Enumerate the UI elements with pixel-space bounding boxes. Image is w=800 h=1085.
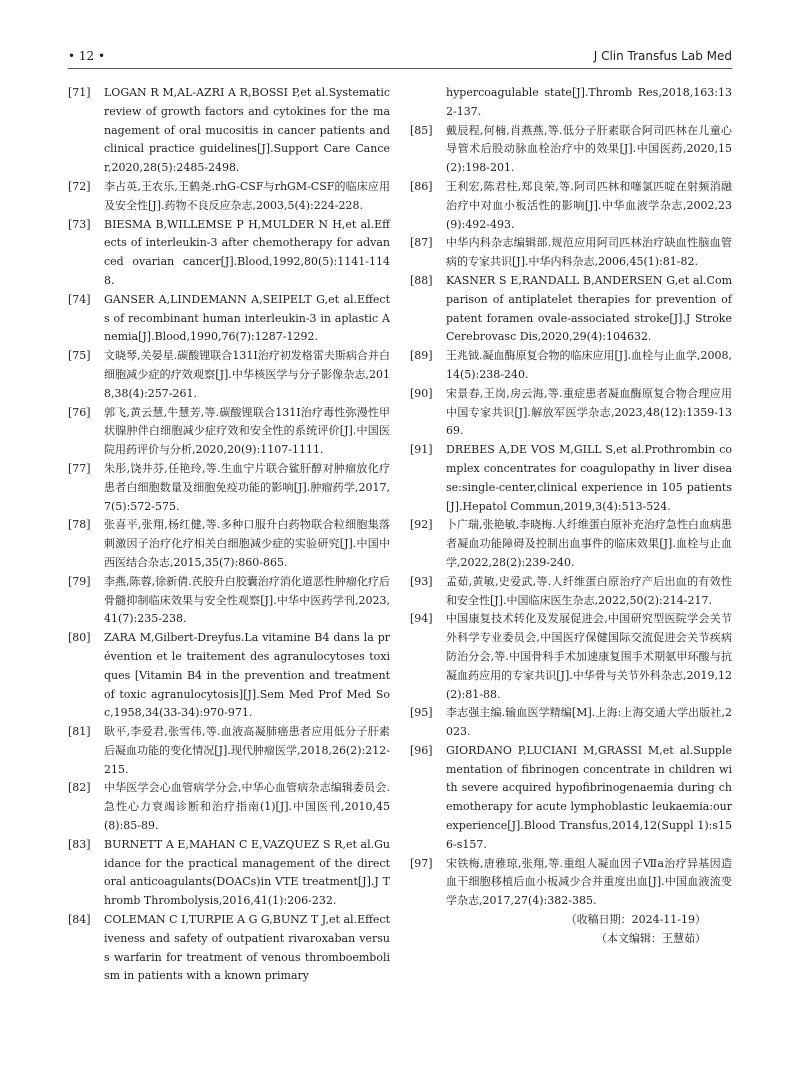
reference-number: [76] — [68, 405, 91, 419]
reference-text: 中华内科杂志编辑部.规范应用阿司匹林治疗缺血性脑血管病的专家共识[J].中华内科杂志,2006,45(1):81-82. — [446, 236, 732, 269]
reference-97 — [410, 855, 732, 911]
reference-number: [79] — [68, 574, 91, 588]
reference-text: 中华医学会心血管病学分会,中华心血管病杂志编辑委员会.急性心力衰竭诊断和治疗指南(1)[J].中国医刊,2010,45(8):85-89. — [104, 781, 390, 833]
reference-number: [90] — [410, 386, 433, 400]
reference-94 — [410, 610, 732, 704]
reference-83 — [68, 836, 390, 911]
reference-text: 宋景春,王岗,房云海,等.重症患者凝血酶原复合物合理应用中国专家共识[J].解放军医学杂志,2023,48(12):1359-1369. — [446, 386, 732, 438]
reference-text: 文晓琴,关晏星.碳酸锂联合131I治疗初发格雷夫斯病合并白细胞减少症的疗效观察[J].中华核医学与分子影像杂志,2018,38(4):257-261. — [104, 349, 390, 400]
reference-text: 朱彤,饶井芬,任艳玲,等.生血宁片联合鲨肝醇对肿瘤放化疗患者白细胞数量及细胞免疫功能的影响[J].肿瘤药学,2017,7(5):572-575. — [104, 461, 390, 513]
reference-text: 李志强主编.输血医学精编[M].上海:上海交通大学出版社,2023. — [446, 706, 732, 739]
reference-number: [85] — [410, 123, 433, 137]
reference-75 — [68, 347, 390, 403]
reference-text: BIESMA B,WILLEMSE P H,MULDER N H,et al.Effects of interleukin-3 after chemotherapy for advanced ovarian cancer[J].Blood,1992,80(5):1141-1148. — [104, 217, 390, 287]
editor-note: （本文编辑：王慧茹） — [596, 931, 706, 945]
reference-column-left — [68, 84, 390, 986]
reference-90 — [410, 385, 732, 441]
reference-text: 李占英,王农乐,王鹤尧.rhG-CSF与rhGM-CSF的临床应用及安全性[J].药物不良反应杂志,2003,5(4):224-228. — [104, 179, 390, 212]
reference-text: 卜广瑞,张艳敏,李晓梅.人纤维蛋白原补充治疗急性白血病患者凝血功能障碍及控制出血事件的临床效果[J].血栓与止血学,2022,28(2):239-240. — [446, 518, 732, 569]
reference-number: [73] — [68, 217, 91, 231]
reference-text: 郭飞,黄云慧,牛慧芳,等.碳酸锂联合131I治疗毒性弥漫性甲状腺肿伴白细胞减少症疗效和安全性的系统评价[J].中国医院用药评价与分析,2020,20(9):1107-1111. — [104, 405, 390, 457]
reference-number: [97] — [410, 856, 433, 870]
reference-number: [94] — [410, 612, 433, 626]
reference-text: BURNETT A E,MAHAN C E,VAZQUEZ S R,et al.Guidance for the practical management of the direct oral anticoagulants(DOACs)in VTE treatment[J].J Thromb Thrombolysis,2016,41(1):206-232. — [104, 837, 390, 908]
reference-82 — [68, 779, 390, 835]
reference-text: 张喜平,张翔,杨红健,等.多种口服升白药物联合粒细胞集落刺激因子治疗化疗相关白细胞减少症的实验研究[J].中国中西医结合杂志,2015,35(7):860-865. — [104, 518, 390, 569]
reference-73 — [68, 216, 390, 291]
reference-text: COLEMAN C I,TURPIE A G G,BUNZ T J,et al.Effectiveness and safety of outpatient rivaroxaban versus warfarin for treatment of venous thromboembolism in patients with a known primary — [104, 913, 390, 983]
reference-text: GIORDANO P,LUCIANI M,GRASSI M,et al.Supplementation of fibrinogen concentrate in children with severe acquired hypofibrinogenaemia during chemotherapy for acute lymphoblastic leukaemia:our experience[J].Blood Transfus,2014,12(Suppl 1):s156-s157. — [446, 743, 732, 851]
reference-number: [87] — [410, 236, 433, 250]
reference-text: 王利宏,陈君柱,郑良荣,等.阿司匹林和噻氯匹啶在射频消融治疗中对血小板活性的影响[J].中华血液学杂志,2002,23(9):492-493. — [446, 179, 732, 231]
reference-71 — [68, 84, 390, 178]
reference-number: [84] — [68, 913, 91, 927]
reference-95 — [410, 704, 732, 742]
reference-79 — [68, 573, 390, 629]
reference-86 — [410, 178, 732, 234]
reference-number: [71] — [68, 86, 91, 99]
reference-text: GANSER A,LINDEMANN A,SEIPELT G,et al.Effects of recombinant human interleukin-3 in aplastic Anemia[J].Blood,1990,76(7):1287-1292. — [104, 292, 390, 344]
reference-text: LOGAN R M,AL-AZRI A R,BOSSI P,et al.Systematic review of growth factors and cytokines for the management of oral mucositis in cancer patients and clinical practice guidelines[J].Support Care Cancer,2020,28(5):2485-2498. — [104, 86, 390, 175]
reference-number: [72] — [68, 179, 91, 193]
reference-77 — [68, 460, 390, 516]
reference-93 — [410, 573, 732, 611]
reference-number: [93] — [410, 574, 433, 588]
reference-number: [80] — [68, 631, 91, 645]
running-header — [68, 48, 732, 69]
reference-number: [82] — [68, 781, 91, 795]
reference-text: KASNER S E,RANDALL B,ANDERSEN G,et al.Comparison of antiplatelet therapies for prevention of patent foramen ovale-associated stroke[J].J Stroke Cerebrovasc Dis,2020,29(4):104632. — [446, 273, 732, 344]
reference-number: [91] — [410, 443, 433, 457]
reference-number: [92] — [410, 518, 433, 532]
reference-text: ZARA M,Gilbert-Dreyfus.La vitamine B4 dans la prévention et le traitement des agranulocytoses toxiques [Vitamin B4 in the prevention and treatment of toxic agranulocytosis][J].Sem Med Prof Med Soc,1958,34(33-34):970-971. — [104, 631, 390, 720]
reference-96 — [410, 742, 732, 855]
reference-text: 李燕,陈蓉,徐新倩.芪胶升白胶囊治疗消化道恶性肿瘤化疗后骨髓抑制临床效果与安全性观察[J].中华中医药学刊,2023,41(7):235-238. — [104, 574, 390, 626]
reference-text: 孟茹,黄敏,史爱武,等.人纤维蛋白原治疗产后出血的有效性和安全性[J].中国临床医生杂志,2022,50(2):214-217. — [446, 574, 732, 607]
reference-text: 王兆钺.凝血酶原复合物的临床应用[J].血栓与止血学,2008,14(5):238-240. — [446, 349, 732, 381]
reference-78 — [68, 516, 390, 572]
reference-number: [78] — [68, 518, 91, 532]
reference-85 — [410, 122, 732, 178]
reference-87 — [410, 234, 732, 272]
reference-number: [81] — [68, 725, 91, 739]
reference-72 — [68, 178, 390, 216]
reference-text: 耿平,李爱君,张雪伟,等.血液高凝肺癌患者应用低分子肝素后凝血功能的变化情况[J].现代肿瘤医学,2018,26(2):212-215. — [104, 725, 390, 776]
reference-74 — [68, 291, 390, 347]
reference-84 — [68, 911, 390, 986]
reference-81 — [68, 723, 390, 779]
reference-92 — [410, 516, 732, 572]
reference-number: [89] — [410, 349, 433, 363]
reference-number: [83] — [68, 837, 91, 851]
reference-84-continuation: hypercoagulable state[J].Thromb Res,2018,163:132-137. — [446, 86, 732, 118]
reference-number: [77] — [68, 461, 91, 475]
reference-91 — [410, 441, 732, 516]
journal-name: J Clin Transfus Lab Med — [593, 49, 732, 63]
reference-88 — [410, 272, 732, 347]
reference-number: [96] — [410, 743, 433, 757]
reference-text: DREBES A,DE VOS M,GILL S,et al.Prothrombin complex concentrates for coagulopathy in liver disease:single-center,clinical experience in 105 patients[J].Hepatol Commun,2019,3(4):513-524. — [446, 443, 732, 513]
reference-number: [74] — [68, 292, 91, 306]
reference-number: [95] — [410, 706, 433, 720]
reference-number: [86] — [410, 179, 433, 193]
reference-column-right — [410, 84, 732, 949]
reference-76 — [68, 404, 390, 460]
received-date: （收稿日期：2024-11-19） — [565, 913, 706, 927]
reference-number: [75] — [68, 349, 91, 363]
page-number: • 12 • — [68, 49, 106, 63]
reference-89 — [410, 347, 732, 385]
reference-number: [88] — [410, 273, 433, 287]
reference-text: 宋铁梅,唐雅琼,张翔,等.重组人凝血因子Ⅶa治疗异基因造血干细胞移植后血小板减少合并重度出血[J].中国血液流变学杂志,2017,27(4):382-385. — [446, 856, 732, 908]
reference-80 — [68, 629, 390, 723]
reference-text: 戴辰程,何楠,肖燕燕,等.低分子肝素联合阿司匹林在儿童心导管术后股动脉血栓治疗中的效果[J].中国医药,2020,15(2):198-201. — [446, 123, 732, 175]
reference-text: 中国康复技术转化及发展促进会,中国研究型医院学会关节外科学专业委员会,中国医疗保健国际交流促进会关节疾病防治分会,等.中国骨科手术加速康复围手术期氨甲环酸与抗凝血药应用的专家共识[J].中华骨与关节外科杂志,2019,12(2):81-88. — [446, 612, 732, 701]
